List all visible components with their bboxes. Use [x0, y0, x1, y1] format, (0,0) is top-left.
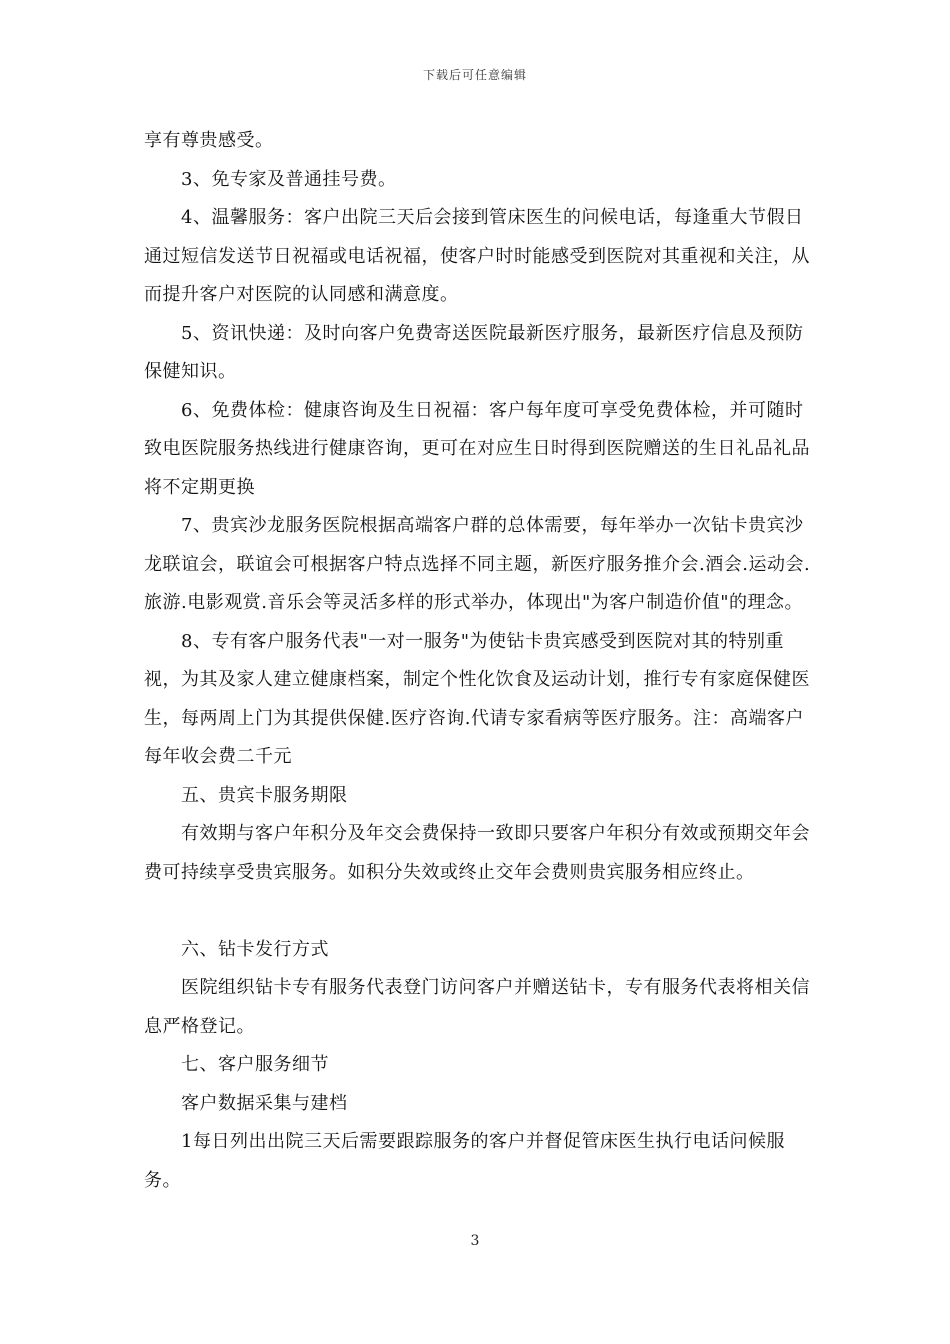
paragraph: 7、贵宾沙龙服务医院根据高端客户群的总体需要，每年举办一次钻卡贵宾沙龙联谊会，联谊会可根据客户特点选择不同主题，新医疗服务推介会.酒会.运动会.旅游.电影观赏.音乐会等灵活多样的形式举办，体现出"为客户制造价值"的理念。 [144, 515, 811, 613]
paragraph: 3、免专家及普通挂号费。 [181, 168, 397, 190]
page-header: 下载后可任意编辑 [422, 68, 527, 82]
paragraph: 4、温馨服务：客户出院三天后会接到管床医生的问候电话，每逢重大节假日通过短信发送节日祝福或电话祝福，使客户时时能感受到医院对其重视和关注，从而提升客户对医院的认同感和满意度。 [144, 207, 810, 305]
paragraph: 8、专有客户服务代表"一对一服务"为使钻卡贵宾感受到医院对其的特别重视，为其及家人建立健康档案，制定个性化饮食及运动计划，推行专有家庭保健医生，每两周上门为其提供保健.医疗咨询.代请专家看病等医疗服务。注：高端客户每年收会费二千元 [144, 630, 810, 767]
paragraph: 有效期与客户年积分及年交会费保持一致即只要客户年积分有效或预期交年会费可持续享受贵宾服务。如积分失效或终止交年会费则贵宾服务相应终止。 [144, 823, 810, 883]
paragraph: 5、资讯快递：及时向客户免费寄送医院最新医疗服务，最新医疗信息及预防保健知识。 [144, 322, 804, 382]
paragraph: 1每日列出出院三天后需要跟踪服务的客户并督促管床医生执行电话问候服务。 [144, 1131, 785, 1191]
section-heading: 七、客户服务细节 [181, 1054, 329, 1075]
paragraph: 享有尊贵感受。 [144, 130, 274, 151]
paragraph: 医院组织钻卡专有服务代表登门访问客户并赠送钻卡，专有服务代表将相关信息严格登记。 [144, 977, 810, 1037]
section-heading: 六、钻卡发行方式 [181, 938, 329, 960]
document-body [144, 122, 820, 1200]
sub-heading: 客户数据采集与建档 [181, 1092, 348, 1114]
blank-line [144, 892, 820, 931]
page-number: 3 [470, 1233, 480, 1249]
paragraph: 6、免费体检：健康咨询及生日祝福：客户每年度可享受免费体检，并可随时致电医院服务热线进行健康咨询，更可在对应生日时得到医院赠送的生日礼品礼品将不定期更换 [144, 399, 810, 498]
section-heading: 五、贵宾卡服务期限 [181, 784, 348, 806]
